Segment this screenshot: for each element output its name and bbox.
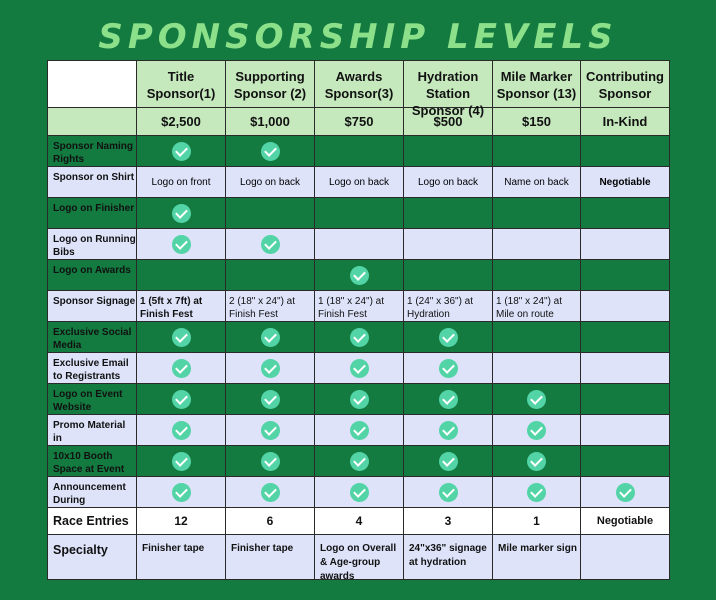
- checkmark-icon: [261, 235, 280, 254]
- checkmark-icon: [439, 483, 458, 502]
- price-cell: $150: [493, 108, 581, 136]
- table-cell: [581, 291, 670, 322]
- checkmark-icon: [527, 483, 546, 502]
- table-cell: [137, 136, 226, 167]
- table-cell: [493, 446, 581, 477]
- table-cell: [137, 477, 226, 508]
- table-cell: 1 (18" x 24") at Mile on route: [493, 291, 581, 322]
- table-cell: [315, 415, 404, 446]
- sponsorship-table: [47, 60, 670, 580]
- table-row: [48, 353, 670, 384]
- checkmark-icon: [350, 483, 369, 502]
- table-cell: Negotiable: [581, 167, 670, 198]
- checkmark-icon: [172, 390, 191, 409]
- checkmark-icon: [261, 359, 280, 378]
- table-cell: [137, 322, 226, 353]
- table-row: [48, 260, 670, 291]
- table-cell: [404, 260, 493, 291]
- table-cell: [315, 384, 404, 415]
- price-label-cell: [48, 108, 137, 136]
- table-cell: Name on back: [493, 167, 581, 198]
- table-cell: [226, 446, 315, 477]
- table-cell: Logo on back: [404, 167, 493, 198]
- table-cell: 4: [315, 508, 404, 535]
- table-cell: 12: [137, 508, 226, 535]
- checkmark-icon: [616, 483, 635, 502]
- row-label: Sponsor Signage: [48, 291, 137, 322]
- table-cell: [137, 229, 226, 260]
- checkmark-icon: [261, 421, 280, 440]
- table-cell: [581, 415, 670, 446]
- checkmark-icon: [527, 390, 546, 409]
- row-label: Announcement During: [48, 477, 137, 508]
- column-header: Hydration Station: [404, 61, 493, 108]
- table-cell: 6: [226, 508, 315, 535]
- table-cell: [137, 384, 226, 415]
- price-cell: $1,000: [226, 108, 315, 136]
- table-cell: [226, 477, 315, 508]
- table-cell: [404, 415, 493, 446]
- table-row: [48, 322, 670, 353]
- table-cell: 3: [404, 508, 493, 535]
- row-label: Sponsor on Shirt: [48, 167, 137, 198]
- table-cell: [493, 477, 581, 508]
- row-label: Sponsor Naming Rights: [48, 136, 137, 167]
- checkmark-icon: [439, 390, 458, 409]
- table-row: [48, 136, 670, 167]
- checkmark-icon: [350, 266, 369, 285]
- table-cell: [404, 477, 493, 508]
- row-label: Race Entries: [48, 508, 137, 535]
- checkmark-icon: [350, 452, 369, 471]
- row-label: Logo on Event Website: [48, 384, 137, 415]
- column-header: Contributing Sponsor: [581, 61, 670, 108]
- table-cell: [315, 353, 404, 384]
- row-label: Logo on Awards: [48, 260, 137, 291]
- checkmark-icon: [350, 421, 369, 440]
- table-cell: [226, 322, 315, 353]
- table-cell: [581, 198, 670, 229]
- table-row: [48, 415, 670, 446]
- row-label: Specialty: [48, 535, 137, 580]
- table-cell: [226, 353, 315, 384]
- table-cell: [315, 477, 404, 508]
- header-corner-cell: [48, 61, 137, 108]
- table-cell: [581, 353, 670, 384]
- checkmark-icon: [439, 452, 458, 471]
- table-cell: Mile marker sign: [493, 535, 581, 580]
- table-cell: 2 (18" x 24") at Finish Fest: [226, 291, 315, 322]
- header-row: [48, 61, 670, 108]
- table-cell: [137, 415, 226, 446]
- checkmark-icon: [439, 328, 458, 347]
- table-cell: [315, 229, 404, 260]
- table-cell: [493, 353, 581, 384]
- table-cell: [226, 384, 315, 415]
- table-cell: [581, 384, 670, 415]
- checkmark-icon: [350, 359, 369, 378]
- row-label: Exclusive Social Media: [48, 322, 137, 353]
- checkmark-icon: [172, 235, 191, 254]
- checkmark-icon: [350, 390, 369, 409]
- price-cell: In-Kind: [581, 108, 670, 136]
- checkmark-icon: [439, 421, 458, 440]
- table-cell: [226, 260, 315, 291]
- table-cell: [581, 446, 670, 477]
- table-cell: [493, 260, 581, 291]
- row-label: 10x10 Booth Space at Event: [48, 446, 137, 477]
- price-cell: $2,500: [137, 108, 226, 136]
- table-row: [48, 167, 670, 198]
- table-cell: [137, 260, 226, 291]
- checkmark-icon: [172, 421, 191, 440]
- table-cell: Finisher tape: [226, 535, 315, 580]
- row-label: Exclusive Email to Registrants: [48, 353, 137, 384]
- table-cell: [404, 446, 493, 477]
- table-cell: [226, 136, 315, 167]
- table-cell: [226, 415, 315, 446]
- table-cell: [581, 229, 670, 260]
- table-cell: [493, 384, 581, 415]
- checkmark-icon: [261, 142, 280, 161]
- table-cell: 1: [493, 508, 581, 535]
- table-cell: [226, 198, 315, 229]
- table-cell: [404, 384, 493, 415]
- table-cell: Finisher tape: [137, 535, 226, 580]
- table-cell: [581, 136, 670, 167]
- row-label: Promo Material in: [48, 415, 137, 446]
- row-label: Logo on Finisher: [48, 198, 137, 229]
- table-row: [48, 477, 670, 508]
- checkmark-icon: [172, 452, 191, 471]
- table-cell: [226, 229, 315, 260]
- price-row: [48, 108, 670, 136]
- table-cell: [581, 477, 670, 508]
- checkmark-icon: [261, 328, 280, 347]
- checkmark-icon: [261, 452, 280, 471]
- table-cell: [581, 535, 670, 580]
- table-row: [48, 384, 670, 415]
- table-cell: Logo on Overall & Age-group awards: [315, 535, 404, 580]
- table-cell: [137, 446, 226, 477]
- row-label: Logo on Running Bibs: [48, 229, 137, 260]
- checkmark-icon: [527, 421, 546, 440]
- table-cell: Logo on back: [226, 167, 315, 198]
- table-cell: [404, 198, 493, 229]
- table-cell: 1 (24" x 36") at Hydration: [404, 291, 493, 322]
- table-cell: [315, 136, 404, 167]
- table-cell: [404, 136, 493, 167]
- checkmark-icon: [261, 483, 280, 502]
- column-header: Title Sponsor(1): [137, 61, 226, 108]
- price-cell: $500: [404, 108, 493, 136]
- price-cell: $750: [315, 108, 404, 136]
- table-cell: [137, 353, 226, 384]
- checkmark-icon: [172, 483, 191, 502]
- checkmark-icon: [172, 359, 191, 378]
- table-cell: [315, 198, 404, 229]
- table-cell: [315, 260, 404, 291]
- column-header: Supporting Sponsor (2): [226, 61, 315, 108]
- table-cell: [404, 353, 493, 384]
- table-row: [48, 198, 670, 229]
- checkmark-icon: [350, 328, 369, 347]
- checkmark-icon: [172, 204, 191, 223]
- checkmark-icon: [439, 359, 458, 378]
- column-header: Awards Sponsor(3): [315, 61, 404, 108]
- table-cell: 1 (5ft x 7ft) at Finish Fest: [137, 291, 226, 322]
- table-cell: 1 (18" x 24") at Finish Fest: [315, 291, 404, 322]
- column-header: Mile Marker Sponsor (13): [493, 61, 581, 108]
- table-cell: [581, 322, 670, 353]
- table-cell: [493, 136, 581, 167]
- table-cell: [493, 229, 581, 260]
- table-cell: [137, 198, 226, 229]
- page-title: SPONSORSHIP LEVELS: [98, 17, 618, 57]
- table-cell: [493, 415, 581, 446]
- race-entries-row: [48, 508, 670, 535]
- table-cell: [404, 229, 493, 260]
- table-row: [48, 291, 670, 322]
- table-cell: [493, 322, 581, 353]
- table-cell: [315, 446, 404, 477]
- table-cell: [493, 198, 581, 229]
- table-row: [48, 446, 670, 477]
- table-cell: Negotiable: [581, 508, 670, 535]
- table-row: [48, 229, 670, 260]
- specialty-row: [48, 535, 670, 580]
- table-cell: Logo on back: [315, 167, 404, 198]
- table-cell: [404, 322, 493, 353]
- table-cell: [315, 322, 404, 353]
- checkmark-icon: [527, 452, 546, 471]
- table-cell: 24"x36" signage at hydration: [404, 535, 493, 580]
- checkmark-icon: [261, 390, 280, 409]
- checkmark-icon: [172, 328, 191, 347]
- table-cell: [581, 260, 670, 291]
- table-cell: Logo on front: [137, 167, 226, 198]
- checkmark-icon: [172, 142, 191, 161]
